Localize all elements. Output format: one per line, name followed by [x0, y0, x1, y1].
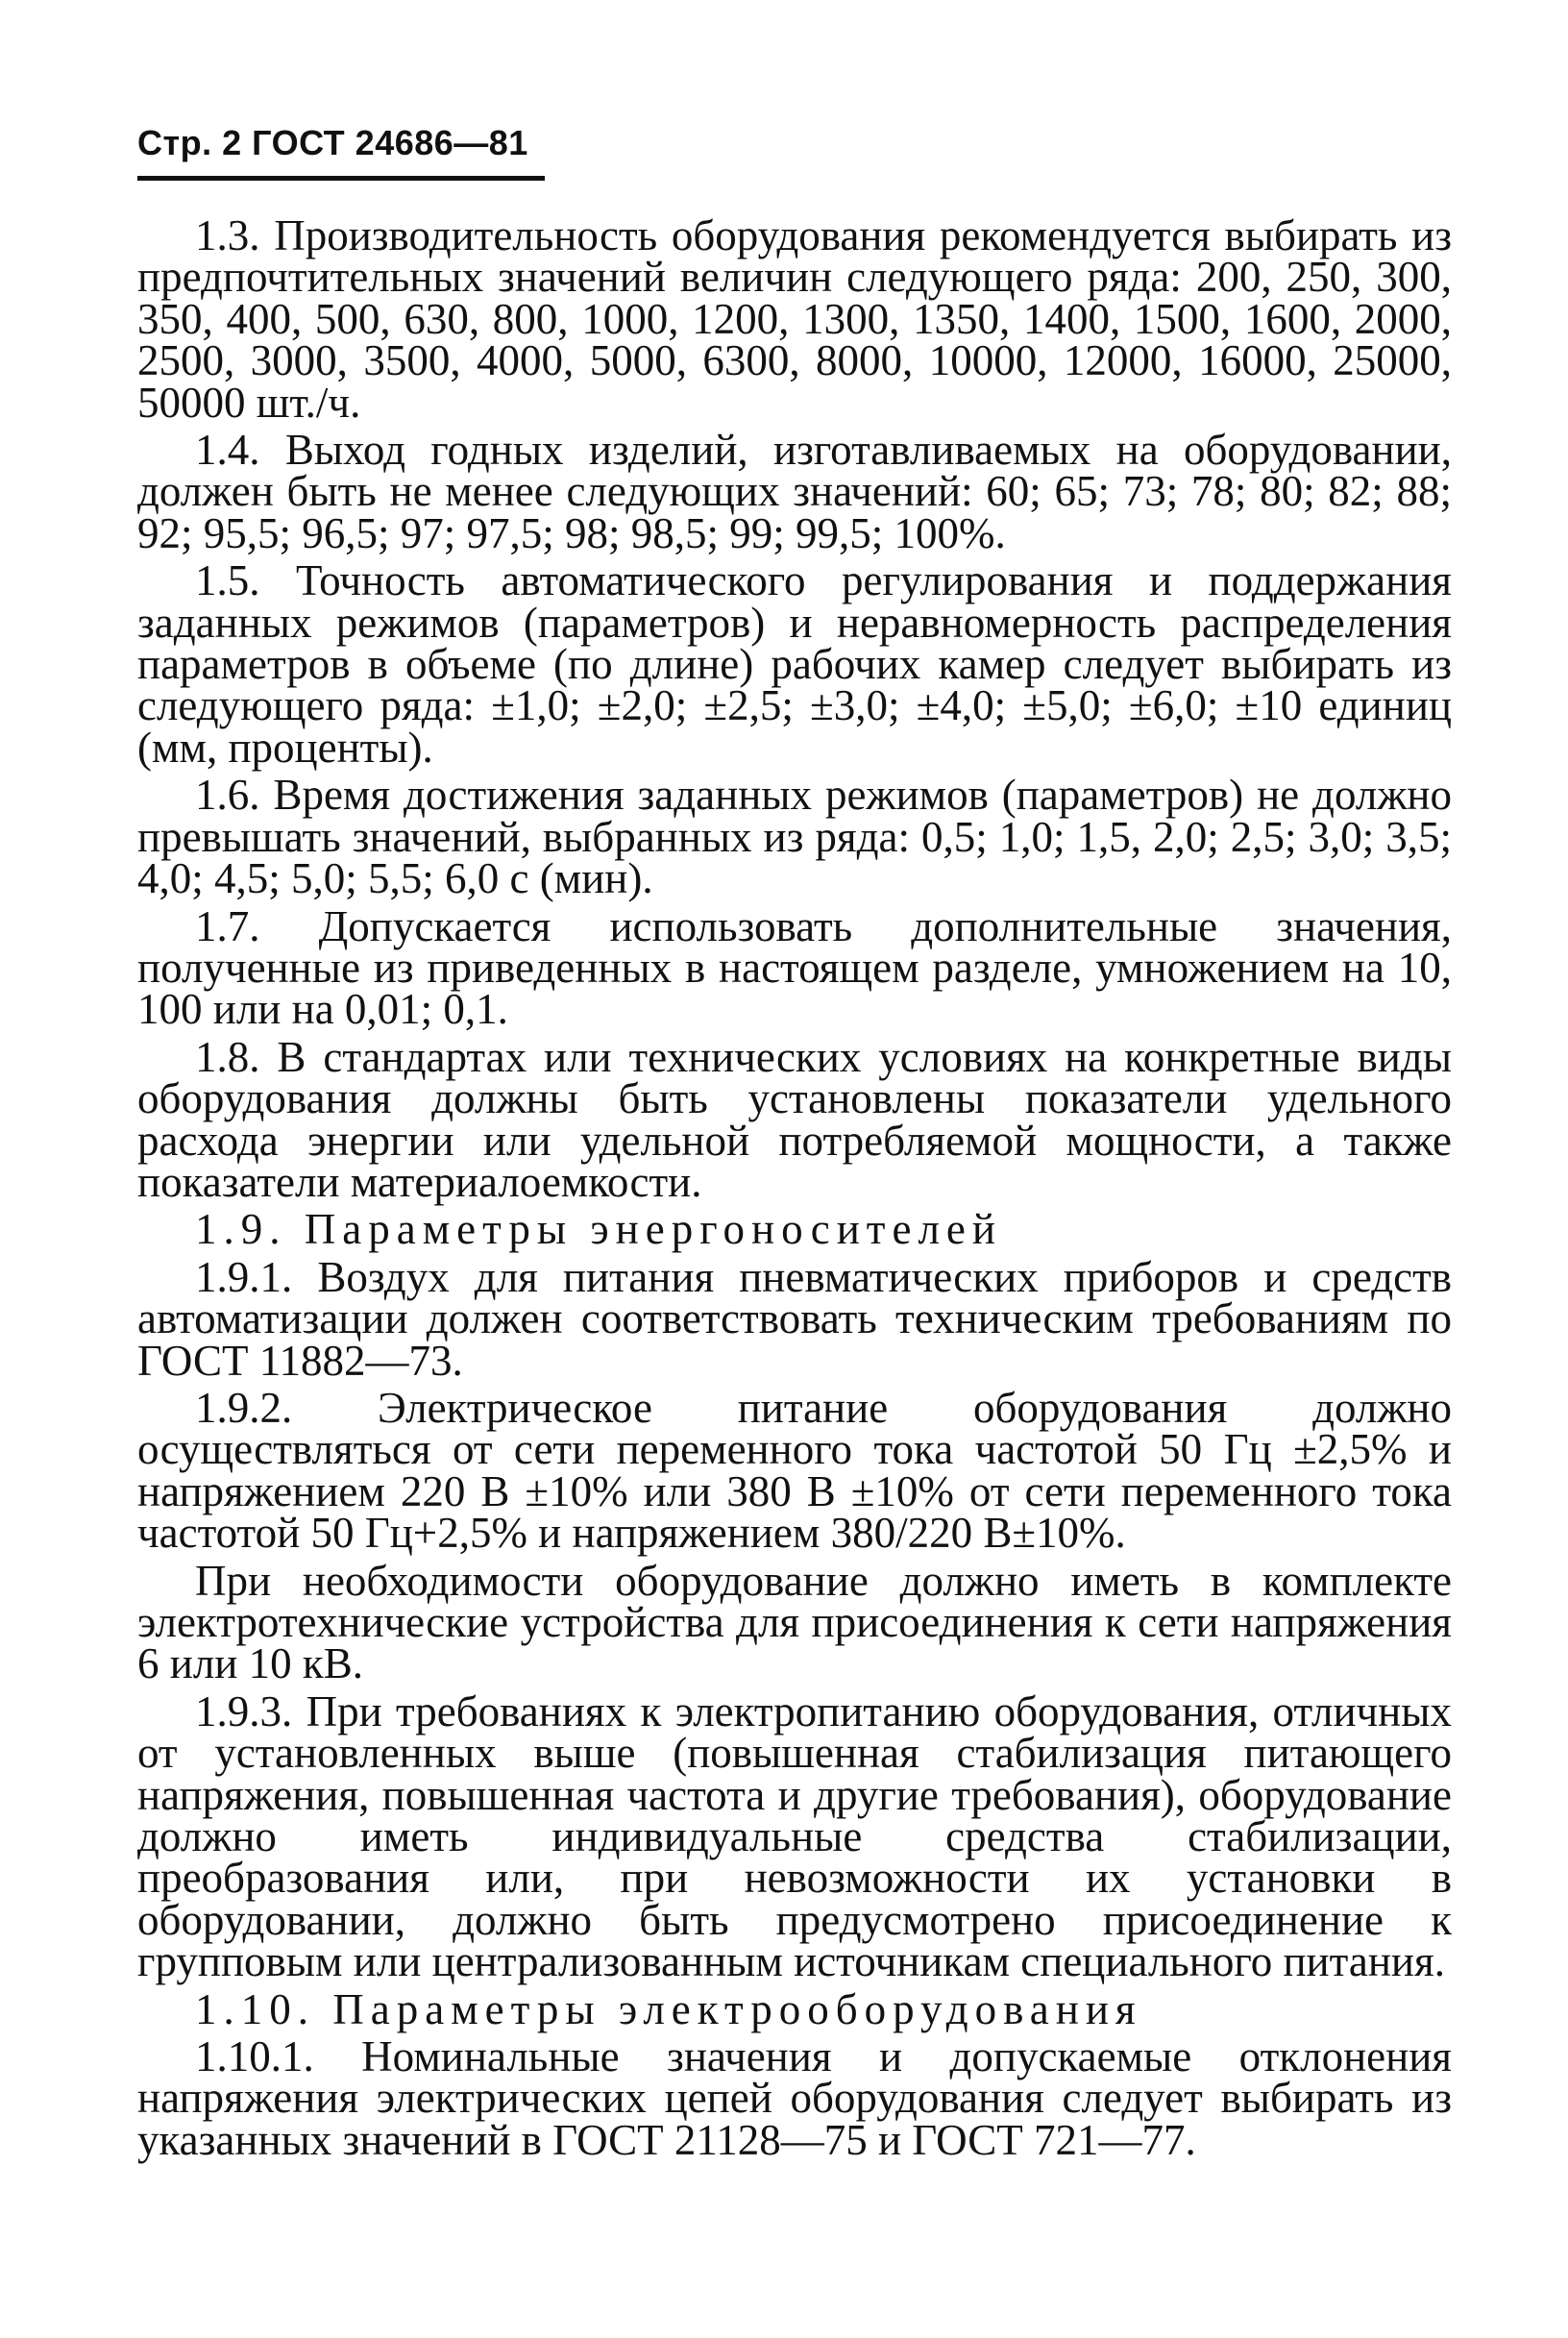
paragraph-1-3: 1.3. Производительность оборудования рекомендуется выбирать из предпочтительных значений величин следующего ряда: 200, 250, 300, 350, 400, 500, 630, 800, 1000, 1200, 1300, 1350, 1400, 1500, 1600, 2000, 2500, 3000, 3500, 4000, 5000, 6300, 8000, 10000, 12000, 16000, 25000, 50000 шт./ч.	[137, 211, 1452, 427]
page-header: Стр. 2 ГОСТ 24686—81	[137, 123, 528, 162]
section-heading-1-9: 1.9. Параметры энергоносителей	[195, 1205, 1002, 1254]
section-heading-1-10: 1.10. Параметры электрооборудования	[195, 1984, 1142, 2033]
paragraph-1-8: 1.8. В стандартах или технических условиях на конкретные виды оборудования должны быть установлены показатели удельного расхода энергии или удельной потребляемой мощности, а также показатели материалоемкости.	[137, 1032, 1452, 1206]
paragraph-1-9-2: 1.9.2. Электрическое питание оборудования должно осуществляться от сети переменного тока частотой 50 Гц ±2,5% и напряжением 220 В ±10% или 380 В ±10% от сети переменного тока частотой 50 Гц+2,5% и напряжением 380/220 В±10%.	[137, 1383, 1452, 1558]
paragraph-1-6: 1.6. Время достижения заданных режимов (параметров) не должно превышать значений, выбранных из ряда: 0,5; 1,0; 1,5, 2,0; 2,5; 3,0; 3,5; 4,0; 4,5; 5,0; 5,5; 6,0 с (мин).	[137, 771, 1452, 903]
paragraph-1-7: 1.7. Допускается использовать дополнительные значения, полученные из приведенных в настоящем разделе, умножением на 10, 100 или на 0,01; 0,1.	[137, 901, 1452, 1034]
paragraph-1-5: 1.5. Точность автоматического регулирования и поддержания заданных режимов (параметров) и неравномерность распределения параметров в объеме (по длине) рабочих камер следует выбирать из следующего ряда: ±1,0; ±2,0; ±2,5; ±3,0; ±4,0; ±5,0; ±6,0; ±10 единиц (мм, проценты).	[137, 556, 1452, 772]
paragraph-1-9-2-note: При необходимости оборудование должно иметь в комплекте электротехнические устройства для присоединения к сети напряжения 6 или 10 кВ.	[137, 1556, 1452, 1688]
paragraph-1-9-3: 1.9.3. При требованиях к электропитанию оборудования, отличных от установленных выше (повышенная стабилизация питающего напряжения, повышенная частота и другие требования), оборудование должно иметь индивидуальные средства стабилизации, преобразования или, при невозможности их установки в оборудовании, должно быть предусмотрено присоединение к групповым или централизованным источникам специального питания.	[137, 1686, 1452, 1986]
header-rule	[137, 176, 545, 181]
paragraph-1-10-1: 1.10.1. Номинальные значения и допускаемые отклонения напряжения электрических цепей оборудования следует выбирать из указанных значений в ГОСТ 21128—75 и ГОСТ 721—77.	[137, 2032, 1452, 2164]
paragraph-1-9-1: 1.9.1. Воздух для питания пневматических приборов и средств автоматизации должен соответствовать техническим требованиям по ГОСТ 11882—73.	[137, 1252, 1452, 1385]
document-body	[137, 211, 1452, 2167]
paragraph-1-4: 1.4. Выход годных изделий, изготавливаемых на оборудовании, должен быть не менее следующих значений: 60; 65; 73; 78; 80; 82; 88; 92; 95,5; 96,5; 97; 97,5; 98; 98,5; 99; 99,5; 100%.	[137, 426, 1452, 557]
